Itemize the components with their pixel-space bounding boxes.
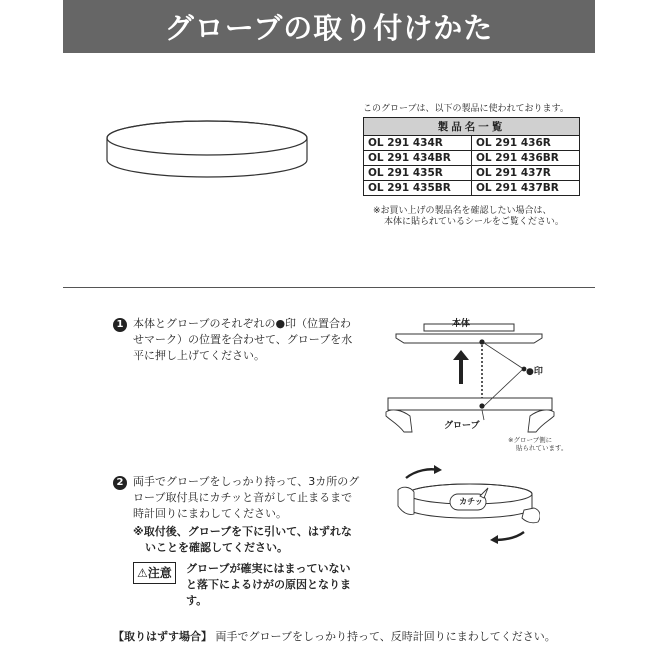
removal-text: 両手でグローブをしっかり持って、反時計回りにまわしてください。 — [215, 630, 556, 643]
removal-instruction — [113, 628, 556, 644]
table-row — [364, 151, 580, 166]
step-1-text — [133, 316, 352, 364]
step-2-bold-line: ※取付後、グローブを下に引いて、はずれな — [133, 525, 352, 538]
table-cell: OL 291 437R — [472, 166, 580, 181]
step-2-confirm-note — [133, 524, 352, 556]
products-intro: このグローブは、以下の製品に使われております。 — [363, 104, 569, 114]
caution-text — [186, 561, 351, 609]
products-footnote-2: 本体に貼られているシールをご覧ください。 — [384, 217, 564, 227]
removal-label: 【取りはずす場合】 — [113, 630, 212, 643]
product-table — [363, 117, 580, 196]
step-2-text — [133, 474, 359, 522]
step-1-line: 平に押し上げてください。 — [133, 349, 265, 362]
body-label: 本体 — [452, 319, 471, 329]
caution-line: と落下によるけがの原因となりま — [186, 578, 351, 591]
caution-label: ⚠注意 — [133, 562, 176, 584]
globe-mark-note — [508, 436, 567, 452]
step-1-line: せマーク）の位置を合わせて、グローブを水 — [133, 333, 353, 346]
table-row — [364, 166, 580, 181]
product-table-title: 製品名一覧 — [364, 118, 580, 136]
step-2-line: 時計回りにまわしてください。 — [133, 507, 287, 520]
table-row — [364, 181, 580, 196]
globe-mark-note-line: ※グローブ側に — [508, 436, 553, 444]
table-cell: OL 291 435BR — [364, 181, 472, 196]
table-row — [364, 136, 580, 151]
caution-line: す。 — [186, 594, 208, 607]
globe-mark-note-line: 貼られています。 — [516, 444, 568, 452]
step-1-diagram — [384, 312, 564, 452]
step-1-number: 1 — [113, 318, 127, 332]
page-title: グローブの取り付けかた — [63, 0, 595, 53]
section-divider — [63, 287, 595, 288]
caution-line: グローブが確実にはまっていない — [186, 562, 351, 575]
table-cell: OL 291 437BR — [472, 181, 580, 196]
step-1-line: 本体とグローブのそれぞれの●印（位置合わ — [133, 317, 352, 330]
table-cell: OL 291 436R — [472, 136, 580, 151]
table-cell: OL 291 434BR — [364, 151, 472, 166]
mark-label: ●印 — [526, 367, 543, 377]
step-2-number: 2 — [113, 476, 127, 490]
products-footnote-1: ※お買い上げの製品名を確認したい場合は、 — [373, 206, 552, 216]
step-2-line: ローブ取付具にカチッと音がして止まるまで — [133, 491, 353, 504]
table-cell: OL 291 435R — [364, 166, 472, 181]
click-label: カチッ — [459, 497, 483, 506]
step-2-bold-line: いことを確認してください。 — [145, 541, 288, 554]
step-2-line: 両手でグローブをしっかり持って、3カ所のグ — [133, 475, 360, 488]
globe-illustration — [104, 118, 310, 184]
table-cell: OL 291 434R — [364, 136, 472, 151]
globe-label: グローブ — [444, 421, 480, 431]
table-cell: OL 291 436BR — [472, 151, 580, 166]
